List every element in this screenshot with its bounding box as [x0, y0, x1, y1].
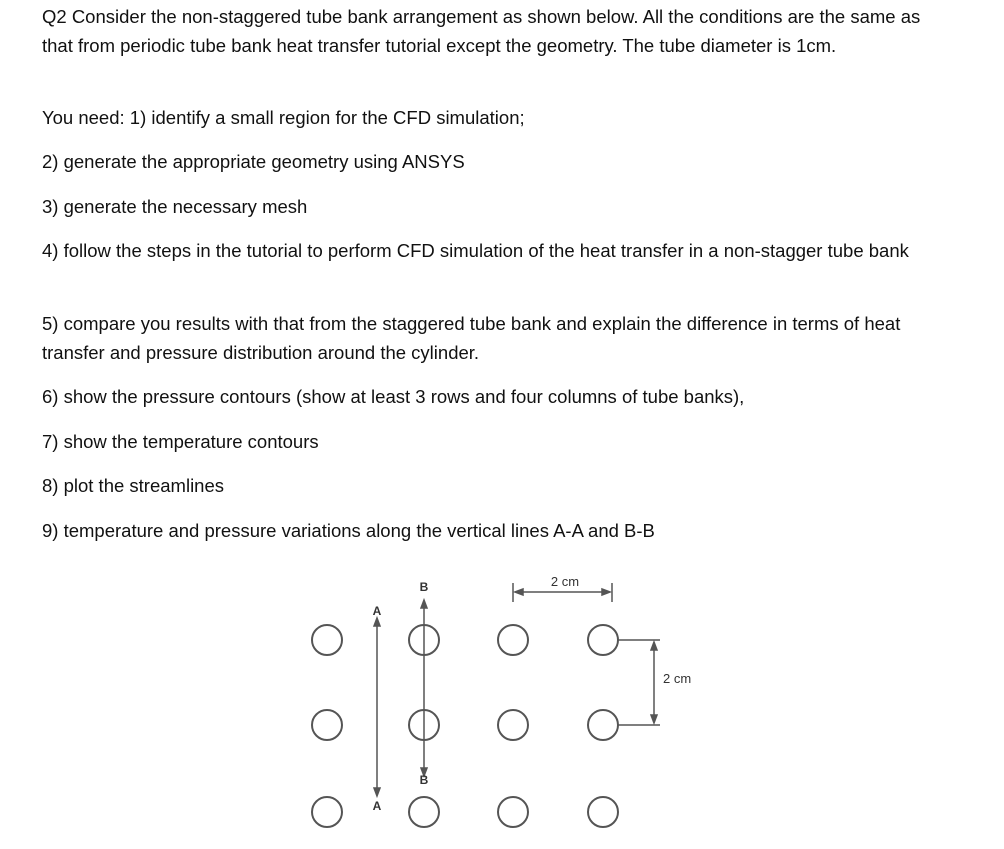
step-5: 5) compare you results with that from the staggered tube bank and explain the difference in terms of heat transfer and pressure distribution around the cylinder.	[42, 313, 901, 363]
tube	[498, 797, 528, 827]
step-3: 3) generate the necessary mesh	[42, 196, 308, 217]
tube	[498, 710, 528, 740]
tube	[312, 797, 342, 827]
label-a-bottom: A	[372, 799, 382, 813]
label-a-top: A	[372, 604, 382, 618]
horizontal-spacing-label: 2 cm	[550, 574, 580, 589]
step-7: 7) show the temperature contours	[42, 431, 319, 452]
step-8: 8) plot the streamlines	[42, 475, 225, 496]
tube	[588, 625, 618, 655]
vertical-dimension	[618, 640, 660, 725]
question-intro: Q2 Consider the non-staggered tube bank arrangement as shown below. All the conditions are the same as that from periodic tube bank heat transfer tutorial except the geometry. The tube diameter is 1cm.	[42, 6, 921, 56]
tube	[409, 797, 439, 827]
tube	[588, 710, 618, 740]
step-4: 4) follow the steps in the tutorial to perform CFD simulation of the heat transfer in a non-stagger tube bank	[42, 240, 909, 261]
line-b-b	[421, 600, 427, 776]
tube	[588, 797, 618, 827]
label-b-bottom: B	[419, 773, 429, 787]
vertical-spacing-label: 2 cm	[663, 671, 692, 686]
line-a-a	[374, 618, 380, 796]
step-1: You need: 1) identify a small region for the CFD simulation;	[42, 107, 525, 128]
step-2: 2) generate the appropriate geometry using ANSYS	[42, 151, 465, 172]
tube-bank-figure	[0, 560, 1004, 844]
tube	[498, 625, 528, 655]
tube	[312, 625, 342, 655]
tube-bank-diagram	[0, 560, 1004, 844]
step-9: 9) temperature and pressure variations along the vertical lines A-A and B-B	[42, 520, 655, 541]
tube	[312, 710, 342, 740]
step-6: 6) show the pressure contours (show at least 3 rows and four columns of tube banks),	[42, 386, 745, 407]
label-b-top: B	[419, 580, 429, 594]
tube-grid	[312, 625, 618, 827]
